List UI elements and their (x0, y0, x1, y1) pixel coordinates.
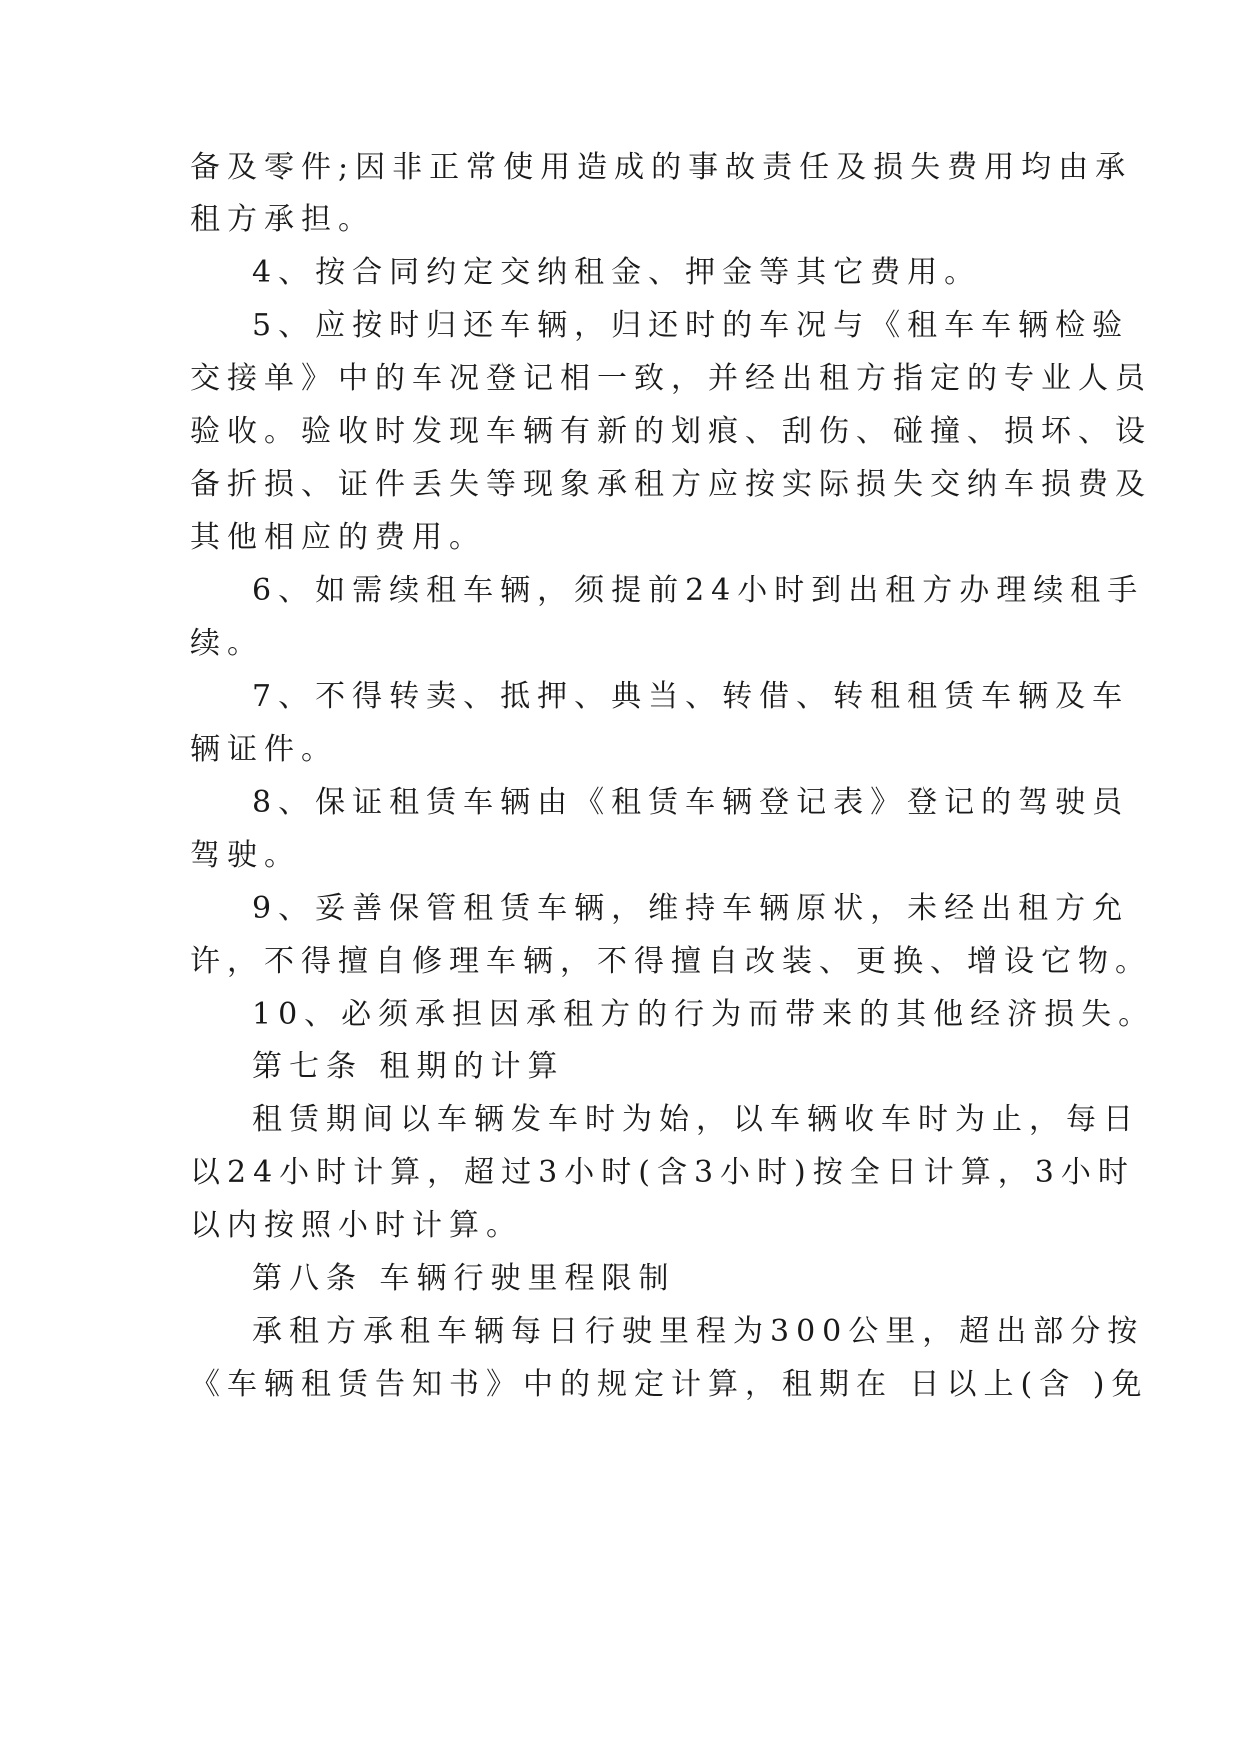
text-line: 租方承担。 (190, 202, 375, 237)
text-line: 承租方承租车辆每日行驶里程为300公里，超出部分按 (252, 1314, 1145, 1349)
text-line: 《车辆租赁告知书》中的规定计算，租期在 日以上(含 )免 (190, 1367, 1149, 1402)
text-line: 5、应按时归还车辆，归还时的车况与《租车车辆检验 (252, 308, 1130, 343)
text-line: 其他相应的费用。 (190, 520, 486, 555)
text-line: 8、保证租赁车辆由《租赁车辆登记表》登记的驾驶员 (252, 785, 1130, 820)
text-line: 6、如需续租车辆，须提前24小时到出租方办理续租手 (252, 573, 1145, 608)
text-line: 以内按照小时计算。 (190, 1208, 523, 1243)
text-line: 备折损、证件丢失等现象承租方应按实际损失交纳车损费及 (190, 467, 1152, 502)
text-line: 驾驶。 (190, 838, 301, 873)
text-line: 许，不得擅自修理车辆，不得擅自改装、更换、增设它物。 (190, 944, 1152, 979)
text-line: 验收。验收时发现车辆有新的划痕、刮伤、碰撞、损坏、设 (190, 414, 1152, 449)
text-line: 辆证件。 (190, 732, 338, 767)
text-line: 续。 (190, 626, 264, 661)
text-line: 9、妥善保管租赁车辆，维持车辆原状，未经出租方允 (252, 891, 1130, 926)
section-heading: 第八条 车辆行驶里程限制 (252, 1261, 676, 1296)
text-line: 7、不得转卖、抵押、典当、转借、转租租赁车辆及车 (252, 679, 1130, 714)
text-line: 租赁期间以车辆发车时为始，以车辆收车时为止，每日 (252, 1102, 1140, 1137)
text-line: 备及零件;因非正常使用造成的事故责任及损失费用均由承 (190, 150, 1133, 185)
text-line: 10、必须承担因承租方的行为而带来的其他经济损失。 (252, 997, 1156, 1032)
section-heading: 第七条 租期的计算 (252, 1049, 565, 1084)
text-line: 以24小时计算，超过3小时(含3小时)按全日计算，3小时 (190, 1155, 1135, 1190)
text-line: 4、按合同约定交纳租金、押金等其它费用。 (252, 255, 982, 290)
text-line: 交接单》中的车况登记相一致，并经出租方指定的专业人员 (190, 361, 1152, 396)
